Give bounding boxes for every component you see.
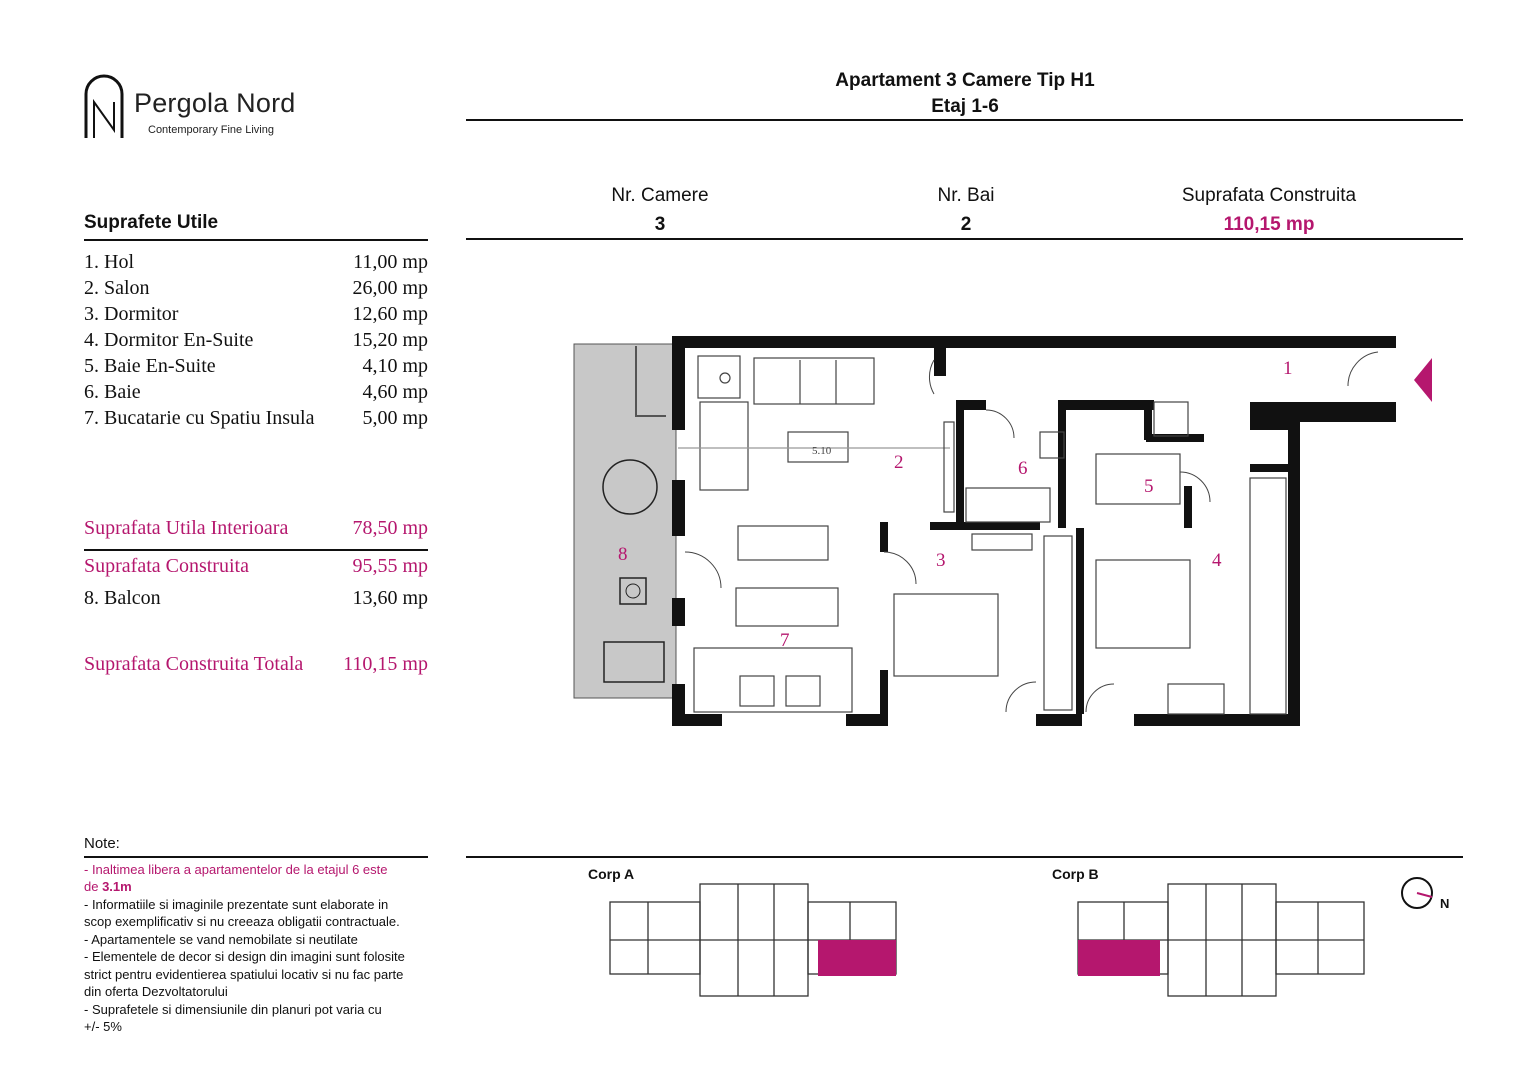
- corp-b-unit-highlight: [1078, 940, 1160, 976]
- note-highlight-value: [84, 878, 444, 896]
- area-row: [84, 329, 428, 352]
- area-room-value: 4,60 mp: [362, 381, 428, 403]
- note-highlight-prefix: de: [84, 879, 103, 894]
- area-row: [84, 355, 428, 378]
- total-area-value: 110,15 mp: [343, 653, 428, 675]
- room-number-1: 1: [1283, 358, 1293, 379]
- corp-a-keyplan: [608, 880, 900, 1002]
- note-line: +/- 5%: [84, 1019, 122, 1034]
- logo-mark-icon: [82, 72, 126, 140]
- dimension-label: 5.10: [812, 445, 832, 457]
- area-room-value: 5,00 mp: [362, 407, 428, 429]
- logo-tagline: Contemporary Fine Living: [148, 124, 274, 136]
- built-area-label: Suprafata Construita: [1181, 185, 1357, 206]
- corp-b-label: Corp B: [1052, 866, 1099, 882]
- interior-area-value: 78,50 mp: [352, 517, 428, 539]
- baths-label: Nr. Bai: [937, 185, 995, 206]
- built-area-row-value: 95,55 mp: [352, 555, 428, 577]
- exterior-walls: [672, 336, 1396, 726]
- balcony-value: 13,60 mp: [352, 587, 428, 609]
- note-line: - Informatiile si imaginile prezentate sunt elaborate in: [84, 897, 389, 912]
- area-room-value: 11,00 mp: [353, 251, 428, 273]
- room-number-6: 6: [1018, 458, 1028, 479]
- room-number-5: 5: [1144, 476, 1154, 497]
- keyplan-divider: [466, 856, 1463, 858]
- header-divider: [466, 119, 1463, 121]
- balcony-area: [574, 344, 676, 698]
- floor-plan: [560, 330, 1450, 740]
- area-room-name: 7. Bucatarie cu Spatiu Insula: [84, 407, 315, 429]
- area-room-name: 3. Dormitor: [84, 303, 179, 325]
- entrance-marker-icon: [1414, 358, 1432, 402]
- rooms-label: Nr. Camere: [611, 185, 709, 206]
- balcony-label: 8. Balcon: [84, 587, 161, 609]
- areas-title-divider: [84, 239, 428, 241]
- built-area-row: [84, 555, 428, 578]
- stats-divider: [466, 238, 1463, 240]
- room-number-8: 8: [618, 544, 628, 565]
- area-room-value: 26,00 mp: [352, 277, 428, 299]
- area-row: [84, 303, 428, 326]
- rooms-value: 3: [654, 214, 666, 235]
- note-line: - Elementele de decor si design din imagini sunt folosite: [84, 949, 405, 964]
- apartment-title: Apartament 3 Camere Tip H1: [835, 70, 1095, 91]
- note-line: strict pentru evidentierea spatiului locativ si nu fac parte: [84, 967, 404, 982]
- corp-a-unit-highlight: [818, 940, 896, 976]
- area-room-value: 4,10 mp: [362, 355, 428, 377]
- ceiling-height-value: 3.1m: [102, 879, 132, 894]
- note-line: - Apartamentele se vand nemobilate si neutilate: [84, 932, 358, 947]
- north-label: N: [1440, 896, 1450, 911]
- area-room-name: 1. Hol: [84, 251, 134, 273]
- logo-name: Pergola Nord: [134, 88, 296, 118]
- baths-value: 2: [960, 214, 972, 235]
- built-area-value: 110,15 mp: [1223, 214, 1315, 235]
- area-room-name: 2. Salon: [84, 277, 150, 299]
- floor-title: Etaj 1-6: [931, 96, 999, 117]
- note-highlight: - Inaltimea libera a apartamentelor de la etajul 6 este: [84, 862, 388, 877]
- area-room-value: 15,20 mp: [352, 329, 428, 351]
- notes-title: Note:: [84, 835, 120, 852]
- compass-icon: [1400, 876, 1436, 912]
- total-area-row: [84, 653, 428, 676]
- note-line: din oferta Dezvoltatorului: [84, 984, 228, 999]
- area-row: [84, 251, 428, 274]
- area-room-value: 12,60 mp: [352, 303, 428, 325]
- areas-title: Suprafete Utile: [84, 212, 219, 233]
- room-number-2: 2: [894, 452, 904, 473]
- area-room-name: 6. Baie: [84, 381, 141, 403]
- note-line: scop exemplificativ si nu creeaza obligatii contractuale.: [84, 914, 400, 929]
- room-number-3: 3: [936, 550, 946, 571]
- balcony-area-row: [84, 587, 428, 610]
- interior-area-label: Suprafata Utila Interioara: [84, 517, 289, 539]
- area-row: [84, 277, 428, 300]
- note-line: - Suprafetele si dimensiunile din planuri pot varia cu: [84, 1002, 382, 1017]
- corp-b-keyplan: [1076, 880, 1368, 1002]
- interior-walls: [880, 348, 1290, 726]
- corp-a-label: Corp A: [588, 866, 635, 882]
- area-row: [84, 381, 428, 404]
- notes-divider: [84, 856, 428, 858]
- area-room-name: 4. Dormitor En-Suite: [84, 329, 254, 351]
- built-area-row-label: Suprafata Construita: [84, 555, 249, 577]
- total-area-label: Suprafata Construita Totala: [84, 653, 304, 675]
- room-number-4: 4: [1212, 550, 1222, 571]
- interior-divider: [84, 549, 428, 551]
- room-number-7: 7: [780, 630, 790, 651]
- area-room-name: 5. Baie En-Suite: [84, 355, 216, 377]
- area-row: [84, 407, 428, 430]
- interior-area-row: [84, 517, 428, 540]
